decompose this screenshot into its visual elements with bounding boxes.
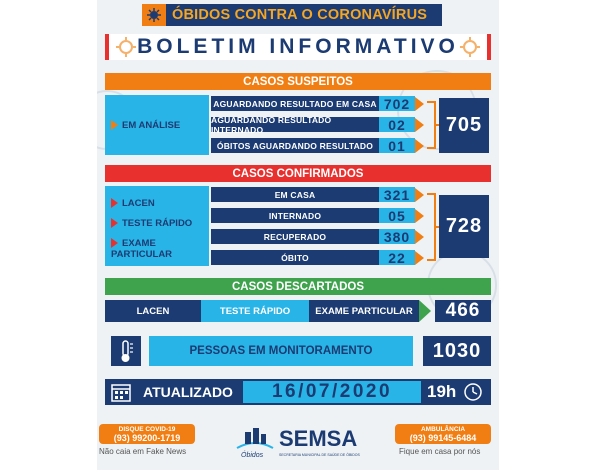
confirmed-row-value: 05	[379, 208, 415, 223]
confirmed-row	[211, 208, 424, 223]
bulletin-title-bar	[105, 34, 491, 60]
virus-icon	[142, 4, 166, 26]
suspected-row	[211, 114, 424, 135]
city-logo-icon	[235, 424, 275, 452]
confirmed-row	[211, 250, 424, 265]
confirmed-left-panel	[105, 186, 209, 266]
confirmed-row-value: 380	[379, 229, 415, 244]
city-logo-text: Óbidos	[241, 452, 264, 459]
suspected-row-value: 01	[379, 138, 415, 153]
confirmed-row-value: 22	[379, 250, 415, 265]
thermometer-icon	[111, 336, 141, 366]
ambulance-caption: Fique em casa por nós	[399, 447, 481, 456]
confirmed-source-item: EXAME PARTICULAR	[111, 238, 173, 260]
hotline-box	[99, 424, 195, 444]
arrow-icon	[415, 188, 424, 202]
confirmed-row-label: RECUPERADO	[211, 229, 379, 244]
suspected-row	[211, 138, 424, 153]
arrow-icon	[111, 218, 118, 228]
ambulance-phone: (93) 99145-6484	[409, 433, 477, 443]
suspected-row-label: ÓBITOS AGUARDANDO RESULTADO	[211, 138, 379, 153]
suspected-left-panel	[105, 95, 209, 155]
suspected-row-label: AGUARDANDO RESULTADO INTERNADO	[211, 117, 379, 132]
confirmed-row	[211, 187, 424, 202]
arrow-icon	[415, 139, 424, 153]
bulletin-poster	[97, 0, 499, 470]
confirmed-row-value: 321	[379, 187, 415, 202]
discarded-total: 466	[435, 300, 491, 322]
discarded-item-teste-rapido: TESTE RÁPIDO	[201, 300, 309, 322]
monitoring-total: 1030	[423, 336, 491, 366]
arrow-icon	[419, 300, 431, 322]
confirmed-row-label: EM CASA	[211, 187, 379, 202]
discarded-section-title: CASOS DESCARTADOS	[105, 278, 491, 295]
confirmed-source-item: TESTE RÁPIDO	[111, 218, 209, 238]
discarded-item-lacen: LACEN	[105, 300, 201, 322]
monitoring-label: PESSOAS EM MONITORAMENTO	[149, 336, 413, 366]
updated-bar	[105, 379, 491, 405]
confirmed-source-item: LACEN	[111, 198, 209, 218]
suspected-section-title: CASOS SUSPEITOS	[105, 73, 491, 90]
clock-icon	[463, 382, 483, 402]
suspected-row	[211, 96, 424, 111]
discarded-row	[105, 300, 431, 322]
arrow-icon	[415, 209, 424, 223]
updated-label: ATUALIZADO	[143, 384, 233, 400]
confirmed-section-title: CASOS CONFIRMADOS	[105, 165, 491, 182]
discarded-item-exame-particular: EXAME PARTICULAR	[309, 300, 419, 322]
header-banner	[142, 4, 442, 26]
arrow-icon	[415, 97, 424, 111]
confirmed-total: 728	[439, 195, 489, 258]
footer	[97, 416, 499, 470]
virus-icon	[115, 36, 137, 58]
ambulance-title: AMBULÂNCIA	[420, 426, 466, 433]
suspected-row-value: 02	[379, 117, 415, 132]
calendar-icon	[111, 382, 131, 402]
updated-date: 16/07/2020	[243, 381, 421, 403]
hotline-caption: Não caia em Fake News	[99, 447, 187, 456]
suspected-row-value: 702	[379, 96, 415, 111]
arrow-icon	[415, 230, 424, 244]
arrow-icon	[111, 198, 118, 208]
bulletin-title: BOLETIM INFORMATIVO	[137, 35, 459, 58]
header-title: ÓBIDOS CONTRA O CORONAVÍRUS	[172, 7, 428, 23]
ambulance-box	[395, 424, 491, 444]
confirmed-row-label: ÓBITO	[211, 250, 379, 265]
arrow-icon	[111, 120, 118, 130]
arrow-icon	[111, 238, 118, 248]
confirmed-row-label: INTERNADO	[211, 208, 379, 223]
suspected-total: 705	[439, 98, 489, 153]
hotline-title: DISQUE COVID-19	[118, 426, 176, 433]
hotline-phone: (93) 99200-1719	[113, 433, 181, 443]
suspected-row-label: AGUARDANDO RESULTADO EM CASA	[211, 96, 379, 111]
arrow-icon	[415, 118, 424, 132]
semsa-name: SEMSA	[279, 426, 358, 451]
confirmed-row	[211, 229, 424, 244]
virus-icon	[459, 36, 481, 58]
semsa-logo	[235, 424, 365, 464]
semsa-subtitle: SECRETARIA MUNICIPAL DE SAÚDE DE ÓBIDOS	[279, 453, 360, 457]
arrow-icon	[415, 251, 424, 265]
suspected-left-label: EM ANÁLISE	[122, 119, 181, 131]
updated-time: 19h	[427, 382, 457, 401]
